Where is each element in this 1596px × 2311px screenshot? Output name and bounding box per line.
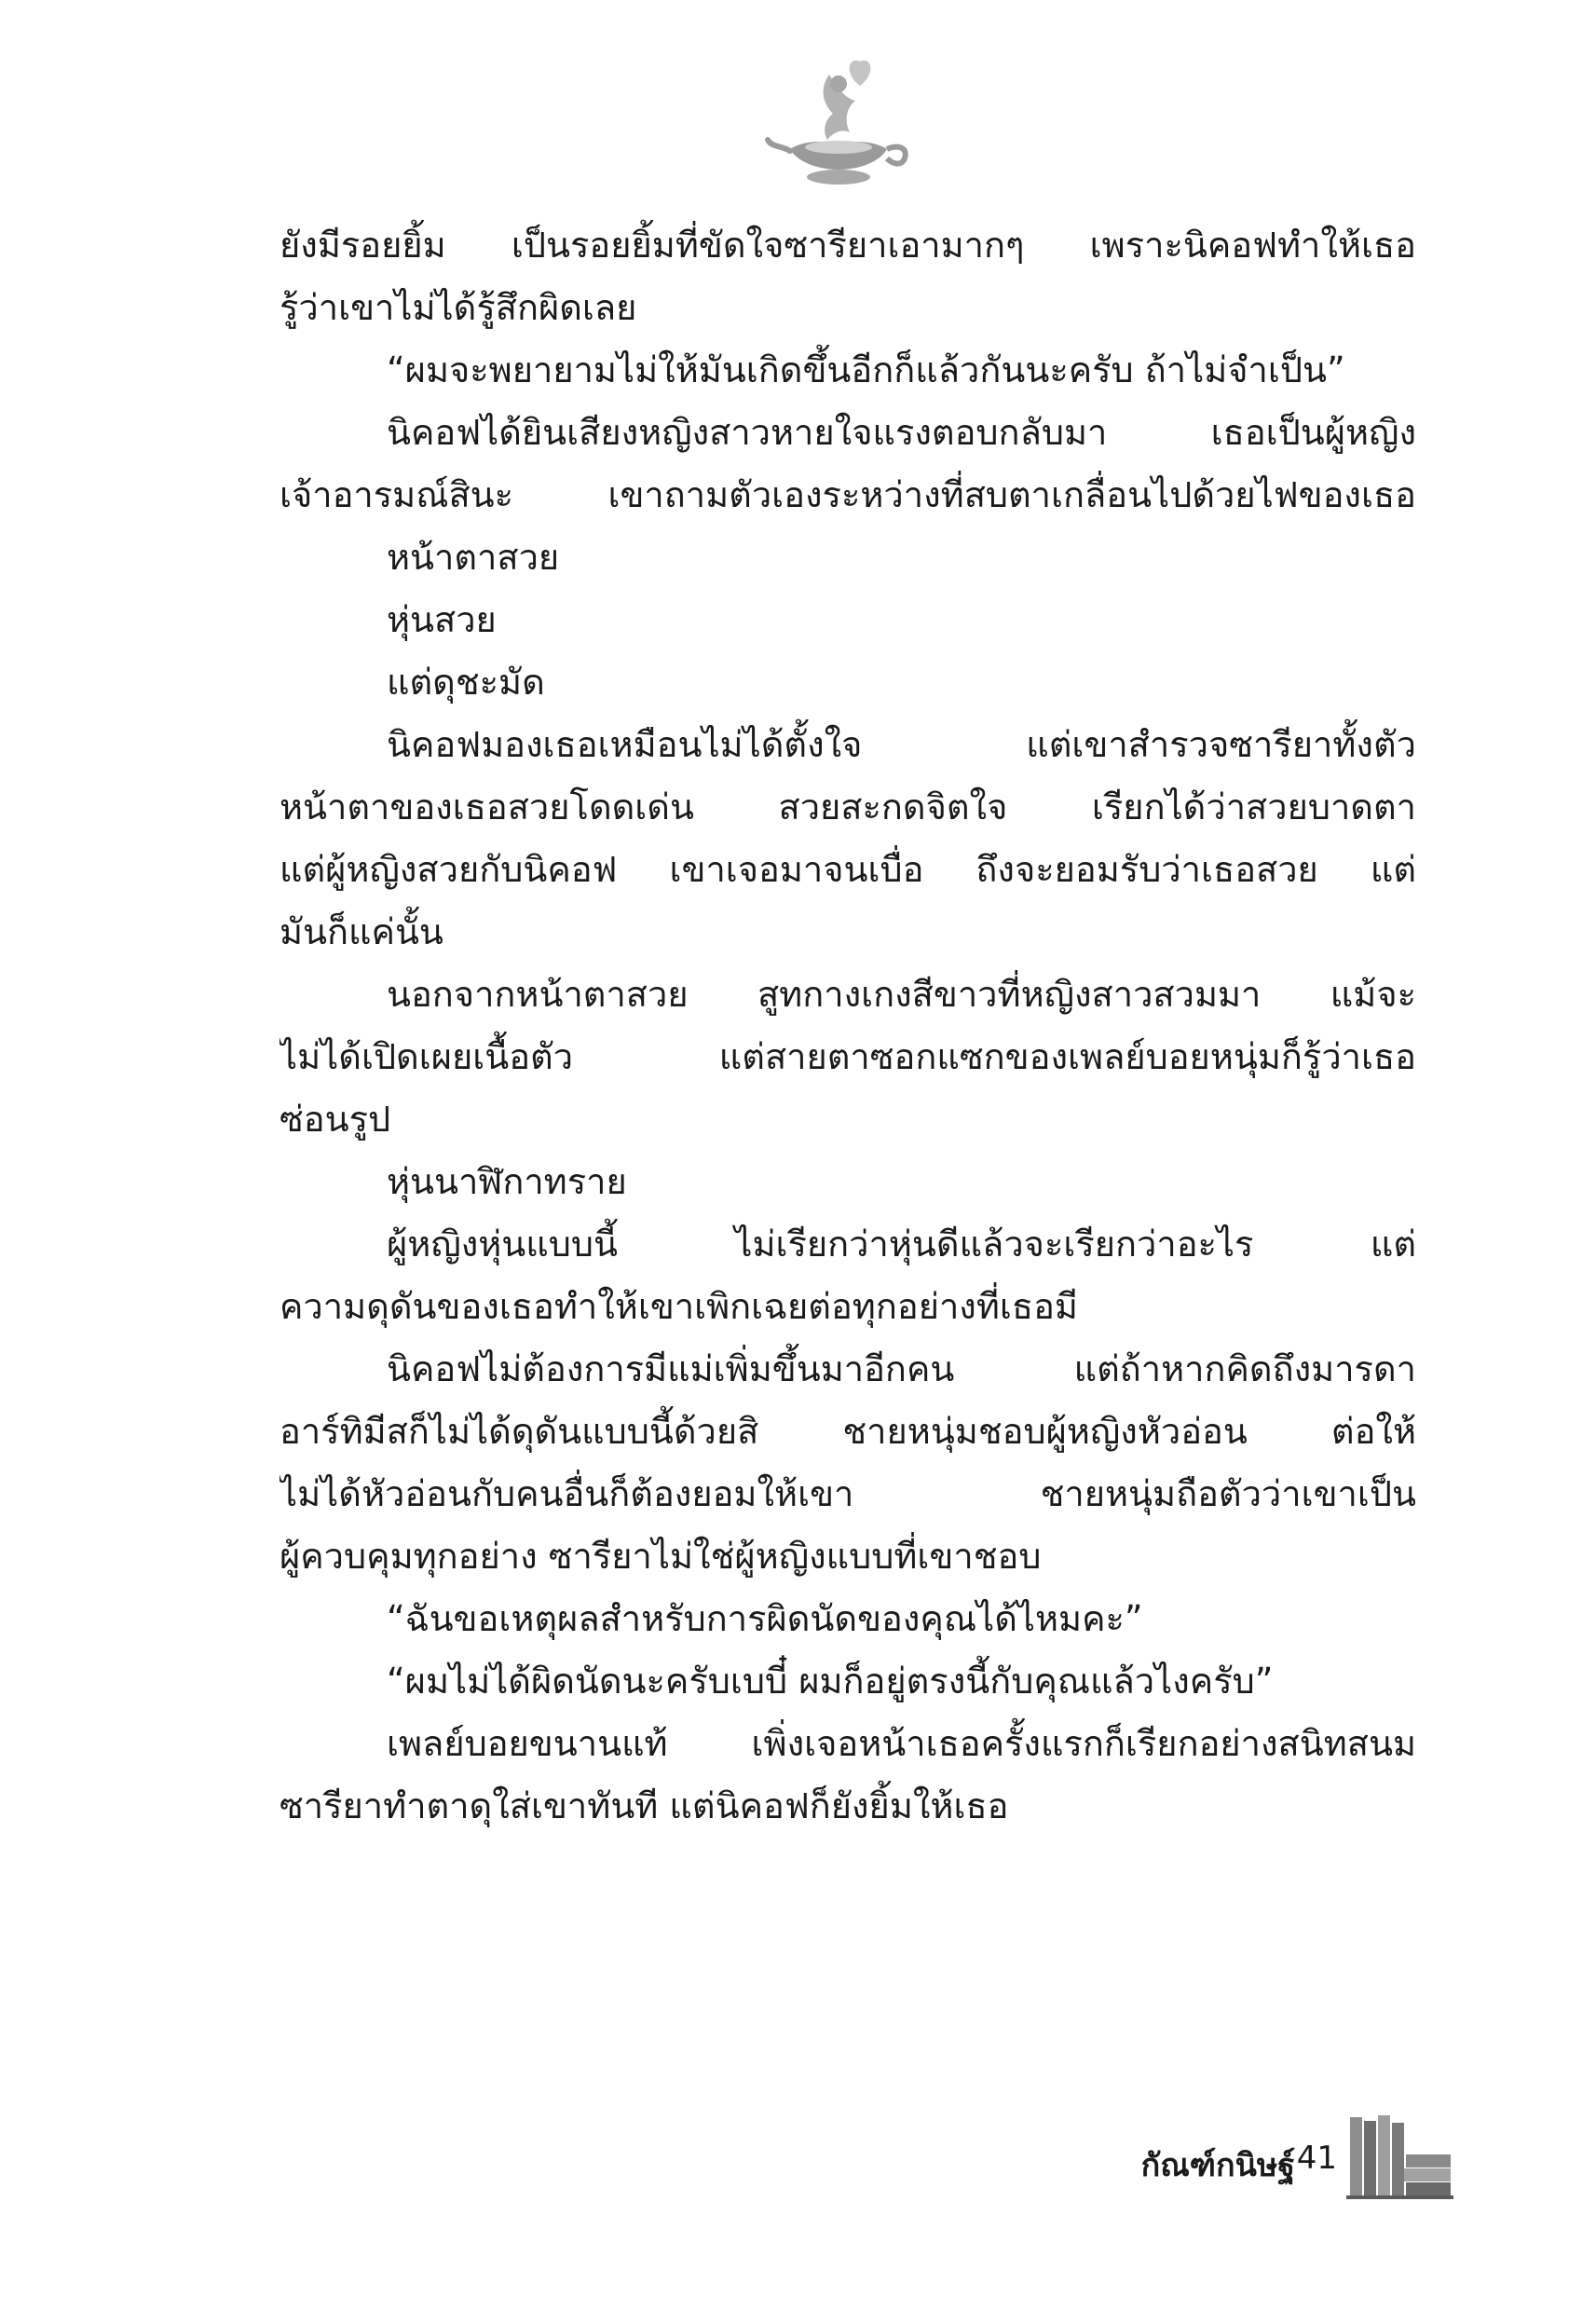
text-line: “ผมจะพยายามไม่ให้มันเกิดขึ้นอีกก็แล้วกันนะครับ ถ้าไม่จำเป็น” [387, 349, 1345, 390]
text-line: ซ่อนรูป [280, 1099, 391, 1140]
text-line: หุ่นสวย [387, 599, 497, 640]
text-line: หน้าตาของเธอสวยโดดเด่น สวยสะกดจิตใจ เรียกได้ว่าสวยบาดตา [280, 786, 1416, 827]
text-line: ความดุดันของเธอทำให้เขาเพิกเฉยต่อทุกอย่างที่เธอมี [280, 1286, 1078, 1327]
text-line: เจ้าอารมณ์สินะ เขาถามตัวเองระหว่างที่สบตาเกลื่อนไปด้วยไฟของเธอ [280, 474, 1416, 515]
page-footer [932, 2108, 1453, 2210]
text-line: “ฉันขอเหตุผลสำหรับการผิดนัดของคุณได้ไหมคะ” [387, 1598, 1143, 1639]
text-line: หุ่นนาฬิกาทราย [387, 1161, 627, 1202]
text-line: “ผมไม่ได้ผิดนัดนะครับเบบี๋ ผมก็อยู่ตรงนี้กับคุณแล้วไงครับ” [387, 1661, 1274, 1702]
text-line: มันก็แค่นั้น [280, 911, 443, 952]
text-line: นิคอฟไม่ต้องการมีแม่เพิ่มขึ้นมาอีกคน แต่ถ้าหากคิดถึงมารดา [387, 1348, 1416, 1389]
text-line: ไม่ได้เปิดเผยเนื้อตัว แต่สายตาซอกแซกของเพลย์บอยหนุ่มก็รู้ว่าเธอ [280, 1036, 1416, 1077]
genie-lamp-ornament-icon [764, 47, 913, 196]
text-line: เพลย์บอยขนานแท้ เพิ่งเจอหน้าเธอครั้งแรกก็เรียกอย่างสนิทสนม [387, 1723, 1416, 1764]
text-line: นอกจากหน้าตาสวย สูทกางเกงสีขาวที่หญิงสาวสวมมา แม้จะ [387, 974, 1416, 1015]
text-line: รู้ว่าเขาไม่ได้รู้สึกผิดเลย [280, 287, 637, 328]
text-line: อาร์ทิมีสก็ไม่ได้ดุดันแบบนี้ด้วยสิ ชายหนุ่มชอบผู้หญิงหัวอ่อน ต่อให้ [280, 1411, 1416, 1452]
text-line: นิคอฟมองเธอเหมือนไม่ได้ตั้งใจ แต่เขาสำรวจซารียาทั้งตัว [387, 724, 1416, 765]
page-number: 41 [1296, 2140, 1337, 2177]
text-line: แต่ผู้หญิงสวยกับนิคอฟ เขาเจอมาจนเบื่อ ถึงจะยอมรับว่าเธอสวย แต่ [280, 849, 1416, 890]
text-line: ซารียาทำตาดุใส่เขาทันที แต่นิคอฟก็ยังยิ้มให้เธอ [280, 1785, 1009, 1826]
text-line: ยังมีรอยยิ้ม เป็นรอยยิ้มที่ขัดใจซารียาเอามากๆ เพราะนิคอฟทำให้เธอ [280, 225, 1416, 266]
text-line: นิคอฟได้ยินเสียงหญิงสาวหายใจแรงตอบกลับมา เธอเป็นผู้หญิง [387, 412, 1416, 453]
body-text [280, 214, 1416, 1838]
book-title: กัณฑ์กนิษฐ์ [1140, 2147, 1295, 2184]
text-line: ไม่ได้หัวอ่อนกับคนอื่นก็ต้องยอมให้เขา ชายหนุ่มถือตัวว่าเขาเป็น [280, 1473, 1416, 1514]
text-line: แต่ดุชะมัด [387, 662, 545, 703]
text-line: ผู้หญิงหุ่นแบบนี้ ไม่เรียกว่าหุ่นดีแล้วจะเรียกว่าอะไร แต่ [387, 1224, 1416, 1265]
text-line: หน้าตาสวย [387, 537, 560, 578]
text-line: ผู้ควบคุมทุกอย่าง ซารียาไม่ใช่ผู้หญิงแบบที่เขาชอบ [280, 1536, 1042, 1577]
stacked-books-icon [1346, 2112, 1453, 2201]
